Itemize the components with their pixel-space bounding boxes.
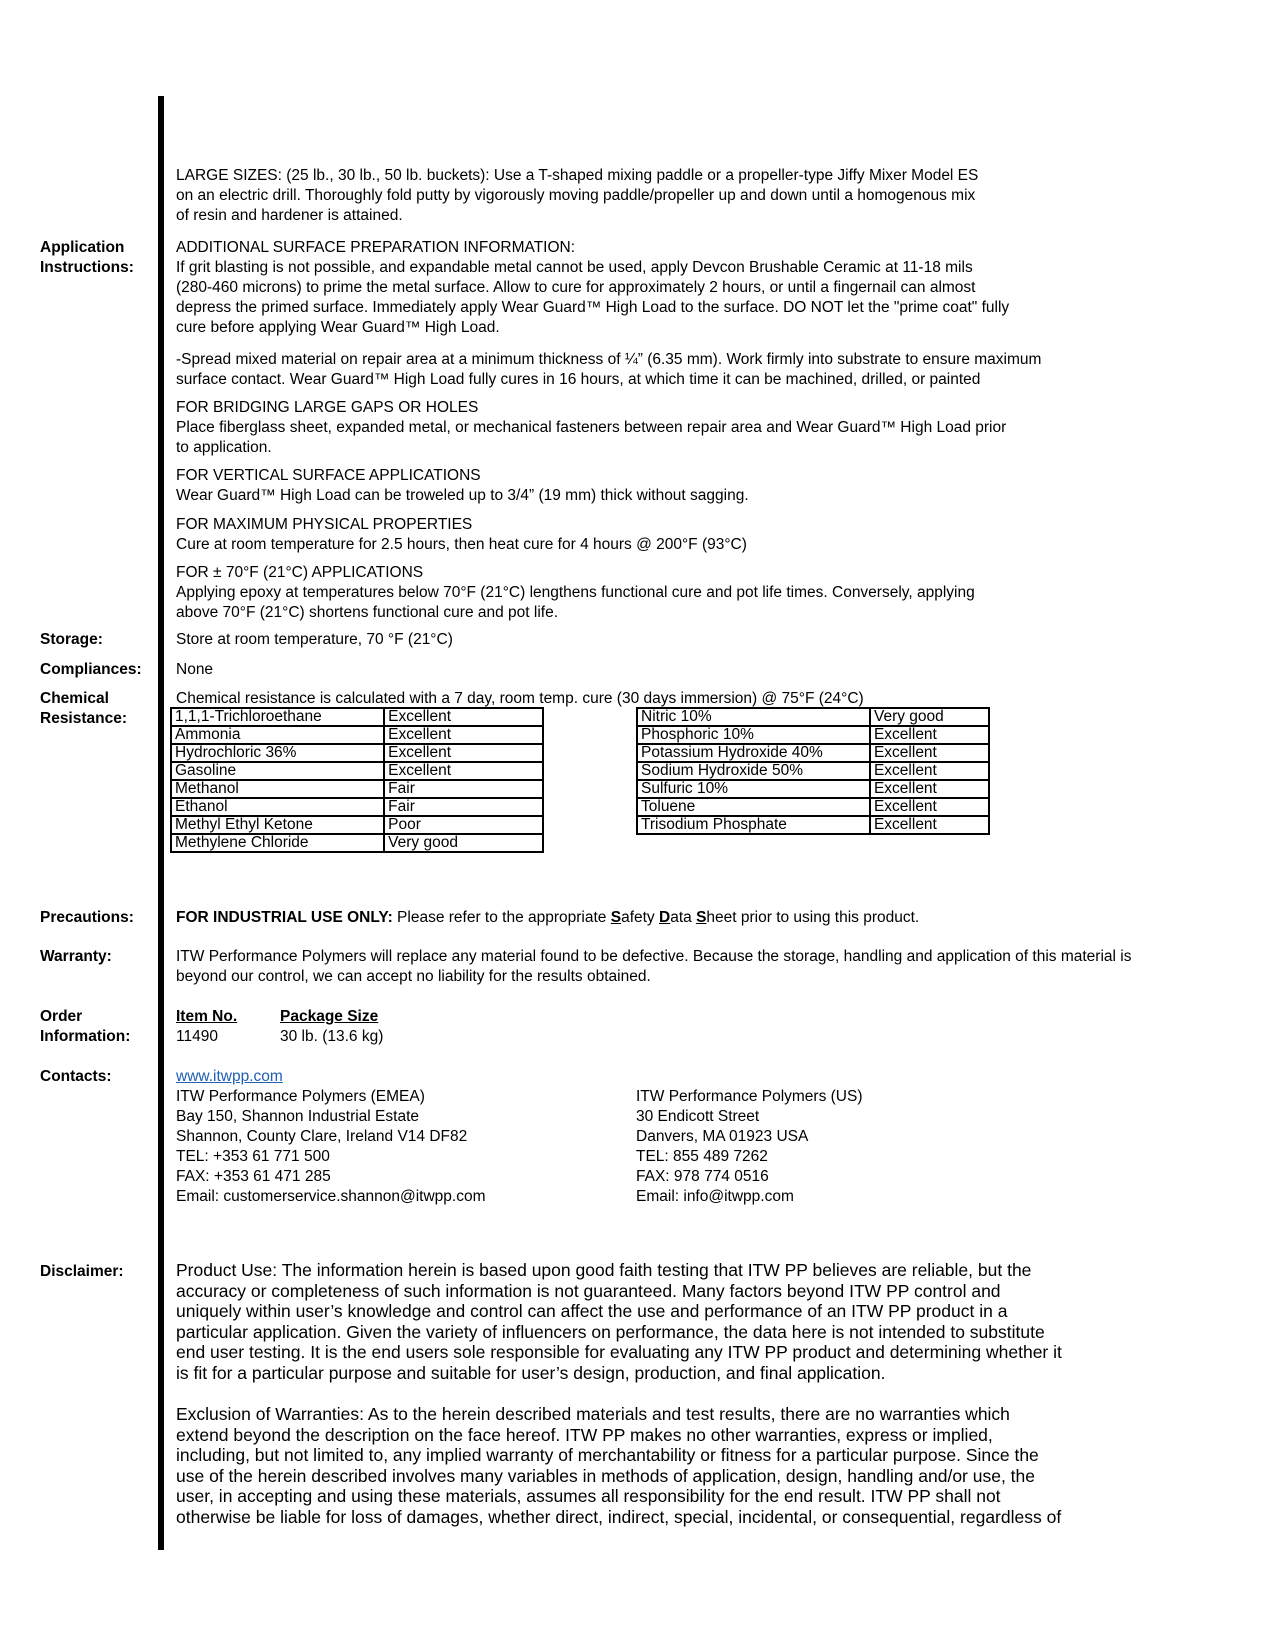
sds-s: S [610,909,622,926]
website-link[interactable]: www.itwpp.com [176,1068,283,1085]
storage-label: Storage: [40,631,103,648]
chemical-name: Trisodium Phosphate [637,816,870,834]
compliances-text: None [176,661,214,678]
chemical-name: Toluene [637,798,870,816]
chemical-rating: Excellent [870,726,989,744]
chemical-resistance-label: Chemical Resistance: [40,690,128,727]
package-size-header [280,1007,378,1027]
chemical-rating: Excellent [870,816,989,834]
warranty-label: Warranty: [40,948,112,965]
vertical-text: FOR VERTICAL SURFACE APPLICATIONS Wear Guard™ High Load can be troweled up to 3/4” (19 mm) thick without sagging. [176,467,749,504]
chemical-rating: Excellent [384,762,543,780]
contacts-label: Contacts: [40,1068,112,1085]
table-row [171,762,543,780]
item-number-header [176,1007,237,1027]
table-row [171,726,543,744]
chemical-rating: Very good [870,708,989,726]
margin-rule [158,96,164,1550]
product-use-text: Product Use: The information herein is based upon good faith testing that ITW PP believes are reliable, but the accuracy or completeness of such information is not guaranteed. Many factors beyond ITW PP control and uniquely within user’s knowledge and control can affect the use and performance of an ITW PP product in a particular application. Given the variety of influencers on performance, the data here is not intended to substitute end user testing. It is the end users sole responsible for evaluating any ITW PP product and determining whether it is fit for a particular purpose and suitable for user’s design, production, and final application. [176,1260,1062,1383]
order-information-label: Order Information: [40,1008,131,1045]
table-row [171,780,543,798]
chemical-rating: Fair [384,798,543,816]
table-row [171,816,543,834]
chemical-rating: Fair [384,780,543,798]
application-instructions-label: Application Instructions: [40,239,134,276]
chemical-rating: Excellent [870,762,989,780]
precautions-pre: Please refer to the appropriate [392,909,611,926]
precautions-bold: FOR INDUSTRIAL USE ONLY: [176,909,393,926]
sds-ata: ata [670,909,697,926]
disclaimer-label: Disclaimer: [40,1263,124,1280]
exclusion-text: Exclusion of Warranties: As to the herein described materials and test results, there are no warranties which extend beyond the description on the face hereof. ITW PP makes no other warranties, express or implied, including, but not limited to, any implied warranty of merchantability or fitness for a particular purpose. Since the use of the herein described involves many variables in methods of application, design, handling and/or use, the user, in accepting and using these materials, assumes all responsibility for the end result. ITW PP shall not otherwise be liable for loss of damages, whether direct, indirect, special, incidental, or consequential, regardless of [176,1404,1062,1527]
compliances-label: Compliances: [40,661,142,678]
package-size-value: 30 lb. (13.6 kg) [280,1028,384,1045]
table-row [171,834,543,852]
chemical-name: Methylene Chloride [171,834,384,852]
precautions-label: Precautions: [40,909,134,926]
table-row [171,744,543,762]
chemical-rating: Excellent [384,744,543,762]
chemical-name: Hydrochloric 36% [171,744,384,762]
chemical-rating: Poor [384,816,543,834]
chemical-table-left [170,707,544,853]
chemical-name: Gasoline [171,762,384,780]
sds-afety: afety [621,909,659,926]
us-contact: ITW Performance Polymers (US) 30 Endicott Street Danvers, MA 01923 USA TEL: 855 489 7262 FAX: 978 774 0516 Email: info@itwpp.com [636,1088,863,1205]
sds-heet: heet prior to using this product. [706,909,920,926]
package-size-heading: Package Size [280,1008,379,1025]
table-row [171,798,543,816]
chemical-name: 1,1,1-Trichloroethane [171,708,384,726]
table-row [637,762,989,780]
chemical-rating: Excellent [384,726,543,744]
chemical-rating: Very good [384,834,543,852]
spread-text: -Spread mixed material on repair area at a minimum thickness of ¼” (6.35 mm). Work firmly into substrate to ensure maximum surface contact. Wear Guard™ High Load fully cures in 16 hours, at which time it can be machined, drilled, or painted [176,351,1042,388]
bridging-text: FOR BRIDGING LARGE GAPS OR HOLES Place fiberglass sheet, expanded metal, or mechanical fasteners between repair area and Wear Guard™ High Load prior to application. [176,399,1007,456]
chemical-rating: Excellent [870,798,989,816]
table-row [171,708,543,726]
chemical-name: Ammonia [171,726,384,744]
table-row [637,780,989,798]
chemical-name: Sulfuric 10% [637,780,870,798]
item-number-value: 11490 [176,1028,218,1045]
chemical-intro-text: Chemical resistance is calculated with a 7 day, room temp. cure (30 days immersion) @ 75°F (24°C) [176,690,864,707]
chemical-rating: Excellent [870,780,989,798]
surface-prep-text: ADDITIONAL SURFACE PREPARATION INFORMATION: If grit blasting is not possible, and expandable metal cannot be used, apply Devcon Brushable Ceramic at 11-18 mils (280-460 microns) to prime the metal surface. Allow to cure for approximately 2 hours, or until a fingernail can almost depress the primed surface. Immediately apply Wear Guard™ High Load to the surface. DO NOT let the "prime coat" fully cure before applying Wear Guard™ High Load. [176,239,1010,336]
warranty-text: ITW Performance Polymers will replace any material found to be defective. Because the storage, handling and application of this material is beyond our control, we can accept no liability for the results obtained. [176,948,1132,985]
emea-contact: ITW Performance Polymers (EMEA) Bay 150, Shannon Industrial Estate Shannon, County Clare, Ireland V14 DF82 TEL: +353 61 771 500 FAX: +353 61 471 285 Email: customerservice.shannon@itwpp.com [176,1088,486,1205]
large-sizes-text: LARGE SIZES: (25 lb., 30 lb., 50 lb. buckets): Use a T-shaped mixing paddle or a propeller-type Jiffy Mixer Model ES on an electric drill. Thoroughly fold putty by vigorously moving paddle/propeller up and down until a homogenous mix of resin and hardener is attained. [176,167,979,224]
chemical-table-right [636,707,990,835]
table-row [637,798,989,816]
chemical-rating: Excellent [384,708,543,726]
storage-text: Store at room temperature, 70 °F (21°C) [176,631,453,648]
chemical-name: Potassium Hydroxide 40% [637,744,870,762]
max-properties-text: FOR MAXIMUM PHYSICAL PROPERTIES Cure at room temperature for 2.5 hours, then heat cure for 4 hours @ 200°F (93°C) [176,516,747,553]
chemical-name: Phosphoric 10% [637,726,870,744]
table-row [637,726,989,744]
precautions-text [176,908,919,928]
table-row [637,816,989,834]
item-number-heading: Item No. [176,1008,238,1025]
chemical-name: Methyl Ethyl Ketone [171,816,384,834]
table-row [637,744,989,762]
chemical-name: Methanol [171,780,384,798]
chemical-name: Ethanol [171,798,384,816]
temperature-text: FOR ± 70°F (21°C) APPLICATIONS Applying epoxy at temperatures below 70°F (21°C) lengthens functional cure and pot life times. Conversely, applying above 70°F (21°C) shortens functional cure and pot life. [176,564,975,621]
table-row [637,708,989,726]
chemical-name: Nitric 10% [637,708,870,726]
sds-d: D [659,909,671,926]
website-link-wrap [176,1067,283,1087]
chemical-name: Sodium Hydroxide 50% [637,762,870,780]
sds-sh: S [696,909,707,926]
chemical-rating: Excellent [870,744,989,762]
